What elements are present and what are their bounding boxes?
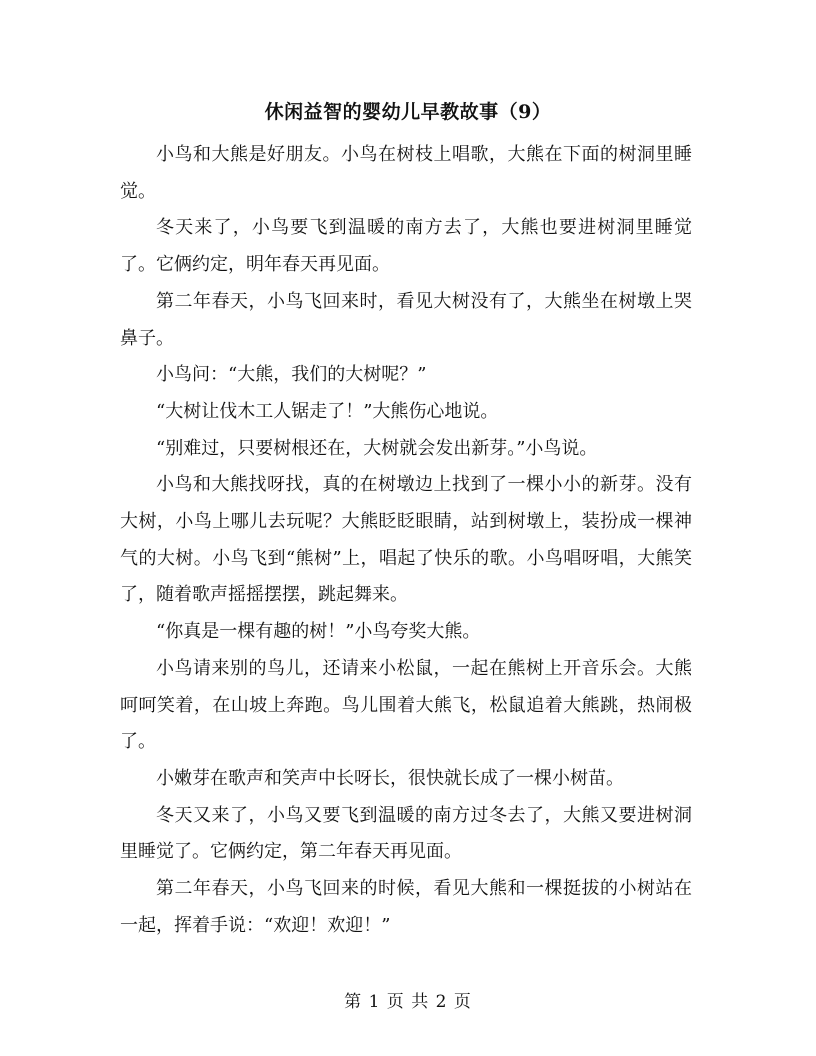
paragraph: 小鸟问：“大熊，我们的大树呢？” bbox=[156, 364, 427, 386]
paragraph: 第二年春天，小鸟飞回来时，看见大树没有了，大熊坐在树墩上哭鼻子。 bbox=[120, 290, 692, 349]
paragraph: 小鸟和大熊是好朋友。小鸟在树枝上唱歌，大熊在下面的树洞里睡觉。 bbox=[120, 144, 692, 202]
paragraph: 小鸟请来别的鸟儿，还请来小松鼠，一起在熊树上开音乐会。大熊呵呵笑着，在山坡上奔跑。鸟儿围着大熊飞，松鼠追着大熊跳，热闹极了。 bbox=[120, 657, 692, 753]
paragraph: “你真是一棵有趣的树！”小鸟夸奖大熊。 bbox=[156, 621, 481, 643]
story-body bbox=[120, 137, 692, 944]
paragraph: 第二年春天，小鸟飞回来的时候，看见大熊和一棵挺拔的小树站在一起，挥着手说：“欢迎！欢迎！” bbox=[120, 878, 692, 936]
page-footer: 第 1 页 共 2 页 bbox=[344, 992, 472, 1012]
paragraph: 冬天来了，小鸟要飞到温暖的南方去了，大熊也要进树洞里睡觉了。它俩约定，明年春天再见面。 bbox=[120, 217, 692, 276]
paragraph: 冬天又来了，小鸟又要飞到温暖的南方过冬去了，大熊又要进树洞里睡觉了。它俩约定，第二年春天再见面。 bbox=[120, 804, 692, 863]
paragraph: “别难过，只要树根还在，大树就会发出新芽。”小鸟说。 bbox=[156, 437, 598, 459]
document-title: 休闲益智的婴幼儿早教故事（9） bbox=[264, 101, 552, 123]
paragraph: “大树让伐木工人锯走了！”大熊伤心地说。 bbox=[156, 400, 499, 422]
paragraph: 小嫩芽在歌声和笑声中长呀长，很快就长成了一棵小树苗。 bbox=[156, 767, 624, 789]
paragraph: 小鸟和大熊找呀找，真的在树墩边上找到了一棵小小的新芽。没有大树，小鸟上哪儿去玩呢？大熊眨眨眼睛，站到树墩上，装扮成一棵神气的大树。小鸟飞到“熊树”上，唱起了快乐的歌。小鸟唱呀唱，大熊笑了，随着歌声摇摇摆摆，跳起舞来。 bbox=[120, 474, 692, 606]
